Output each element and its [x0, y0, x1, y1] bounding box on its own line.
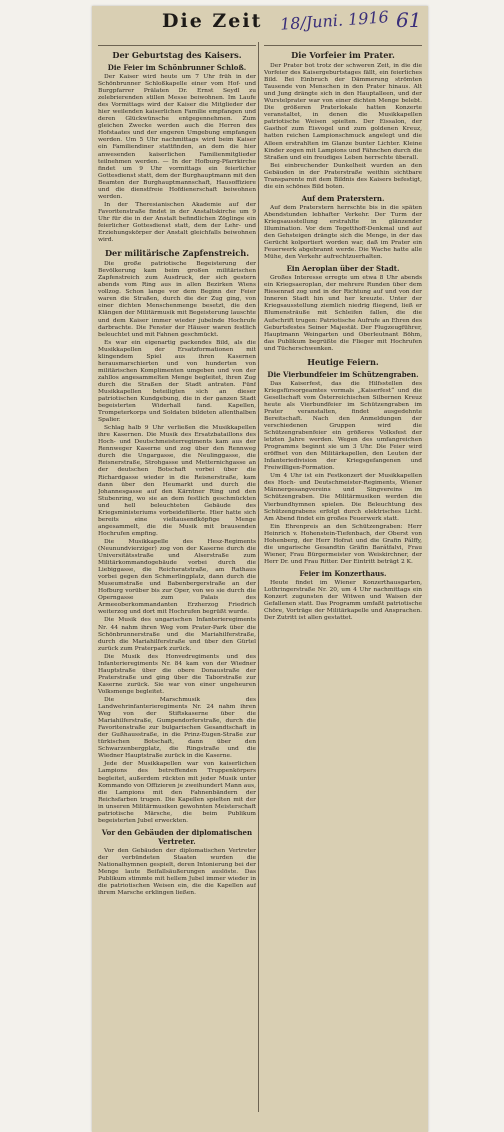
paragraph: Der Kaiser wird heute um 7 Uhr früh in der Schönbrunner Schloßkapelle einer vom Hof- und Burgpfarrer Prälaten Dr. Ernst Seydl zu zelebrierenden stillen Messe beiwohnen. Im Laufe des Vormittags wird der Kaiser die Mitglieder der hier weilenden kaiserlichen Familie empfangen und deren Glückwünsche entgegennehmen. Zum gleichen Zwecke werden auch die Herren des Hofstaates und der engeren Umgebung empfangen werden. Um 5 Uhr nachmittags wird beim Kaiser ein Familiendiner stattfinden, an dem die hier anwesenden kaiserlichen Familienmitglieder teilnehmen werden. — In der Hofburg-Pfarrkirche findet um 9 Uhr vormittags ein feierlicher Gottesdienst statt, dem der Burghauptmann mit den Beamten der Burghauptmannschaft, Hausoffiziere und die dienstfreie Hofdienerschaft beiwohnen werden.	[98, 74, 256, 200]
top-rule	[264, 45, 422, 46]
newspaper-name: Die Zeit	[162, 10, 263, 32]
column-divider	[258, 42, 259, 1112]
newspaper-clipping	[92, 6, 428, 1132]
right-column	[264, 42, 422, 1122]
paragraph: Die Musik des ungarischen Infanterieregiments Nr. 44 nahm ihren Weg vom Prater-Park über die Schönbrunnerstraße und die Mariahilferstraße, durch die Mariahilferstraße und über den Gürtel zurück zum Praterpark zurück.	[98, 617, 256, 652]
handwritten-number: 61	[396, 8, 422, 32]
paragraph: Der Prater bot trotz der schweren Zeit, in die die Vorfeier des Kaisergeburtstages fällt, ein feierliches Bild. Bei Einbruch der Dämmerung strömten Tausende von Menschen in den Prater hinaus. Alt und Jung drängte sich in den Hauptalleen, und der Wurstelprater war von einer dichten Menge belebt. Die größeren Praterlokale hatten Konzerte veranstaltet, in denen die Musikkapellen patriotische Weisen spielten. Der Eissalon, der Gasthof zum Eisvogel und zum goldenen Kreuz, hatten reichen Lampionschmuck angelegt und die Alleen erstrahlten im Glanze bunter Lichter. Kleine Kinder zogen mit Lampions und Fähnchen durch die Straßen und ein freudiges Leben herrschte überall.	[264, 63, 422, 161]
handwritten-date: 18/Juni. 1916	[279, 7, 390, 34]
paragraph: In der Theresianischen Akademie auf der Favoritenstraße findet in der Anstaltskirche um 9 Uhr für die in der Anstalt befindlichen Zöglinge ein feierlicher Gottesdienst statt, dem der Lehr- und Erziehungskörper der Anstalt gleichfalls beiwohnen wird.	[98, 201, 256, 244]
paragraph: Jede der Musikkapellen war von kaiserlichen Lampions des betreffenden Truppenkörpers begleitet, außerdem rückten mit jeder Musik unter Kommando von Offizieren je zweihundert Mann aus, die Lampions mit den Fahnenbändern der Reichsfarben trugen. Die Kapellen spielten mit der in unseren Militärmusiken gewohnten Meisterschaft patriotische Märsche, die beim Publikum begeisterten Jubel erweckten.	[98, 761, 256, 824]
paragraph: Ein Ehrenpreis an den Schützengraben: Herr Heinrich v. Hohenstein-Tiefenbach, der Oberst von Hohenberg, der Herr Hofrat und die Grafin Pálffy, die ungarische Gesandtin Gräfin Barátfalvi, Frau Wiener, Frau Bürgermeister von Weiskirchner, der Herr Dr. und Frau Ritter. Der Eintritt beträgt 2 K.	[264, 523, 422, 565]
paragraph: Die Musikkapelle des Hesz-Regiments (Neunundvierziger) zog von der Kaserne durch die Universitätsstraße und Alserstraße zum Militärkommandogebäude vorbei durch die Liebiggasse, die Reichsratstraße, am Rathaus vorbei gegen den Schmerlingplatz, dann durch die Museumstraße und Babenbergerstraße an der Hofburg vorüber bis zur Oper, von wo sie durch die Operngasse zum Palais des Armeeoberkommandanten Erzherzog Friedrich weiterzog und dort mit Hochrufen begrüßt wurde.	[98, 538, 256, 616]
subhead-vierbundfeier: Die Vierbundfeier im Schützengraben.	[267, 369, 419, 379]
paragraph: Die große patriotische Begeisterung der Bevölkerung kam beim großen militärischen Zapfenstreich zum Ausdruck, der sich gestern abends vom Ring aus in allen Bezirken Wiens vollzog. Schon lange vor dem Beginn der Feier waren die Straßen, durch die der Zug ging, von einer dichten Menschenmenge besetzt, die den Klängen der Militärmusik mit Begeisterung lauschte und dem Kaiser immer wieder jubelnde Hochrufe darbrachte. Die Fenster der Häuser waren festlich beleuchtet und mit Fahnen geschmückt.	[98, 261, 256, 338]
article-title-zapfenstreich: Der militärische Zapfenstreich.	[104, 248, 250, 259]
section-title-heutige-feiern: Heutige Feiern.	[307, 356, 379, 367]
subhead-aeroplan: Ein Aeroplan über der Stadt.	[286, 264, 400, 274]
masthead	[92, 6, 428, 40]
subhead-praterstern: Auf dem Praterstern.	[301, 193, 385, 203]
paragraph: Schlag halb 9 Uhr verließen die Musikkapellen ihre Kasernen. Die Musik des Ersatzbataillons des Hoch- und Deutschmeisterregiments kam aus der Rennweger Kaserne und zog über den Rennweg durch die Ungargasse, die Neulinggasse, die Reisnerstraße, Strohgasse und Metternichgasse an der deutschen Botschaft vorbei über die Richardgasse wieder in die Reisnerstraße, kam dann über den Heumarkt und durch die Johannesgasse auf den Kärntner Ring und den Stubenring, wo sie an dem festlich geschmückten und hell beleuchteten Gebäude des Kriegsministeriums vorbeidefilierte. Hier hatte sich bereits eine vieltausendköpfige Menge angesammelt, die die Musik mit brausenden Hochrufen empfing.	[98, 425, 256, 537]
paragraph: Es war ein eigenartig packendes Bild, als die Musikkapellen der Ersatzformationen mit klingendem Spiel aus ihren Kasernen herausmarschierten und von hunderten von militärischen Komplimenten umgeben und von der zahllos angesammelten Menge begleitet, ihren Zug durch die Straßen der Stadt antraten. Fünf Musikkapellen beteiligten sich an dieser patriotischen Kundgebung, die in der ganzen Stadt begeisterten Widerhall fand. Kapellen, Trompeterkorps und Soldaten bildeten allenthalben Spalier.	[98, 339, 256, 424]
article-title-kaiser-birthday: Der Geburtstag des Kaisers.	[112, 50, 242, 60]
article-subtitle-schoenbrunn: Die Feier im Schönbrunner Schloß.	[107, 63, 247, 72]
paragraph: Großes Interesse erregte um etwa 8 Uhr abends ein Kriegsaeroplan, der mehrere Runden über dem Riesenrad zog und in der Richtung auf und von der Inneren Stadt hin und her kreuzte. Unter der Kriegsausstellung ziemlich niedrig fliegend, ließ er Blumensträuße mit Schleifen fallen, die die Aufschrift trugen: Patriotische Aufrufe an Ehren des Geburtsfestes Seiner Majestät. Der Flugzeugführer, Hauptmann Weingarten und Oberleutnant Böhm, das Publikum begrüßte die Flieger mit Hochrufen und Tücherschwenken.	[264, 275, 422, 352]
section-title-prater: Die Vorfeier im Prater.	[291, 50, 395, 60]
paragraph: Auf dem Praterstern herrschte bis in die späten Abendstunden lebhafter Verkehr. Der Turm der Kriegsausstellung erstrahlte in glänzender Illumination. Vor dem Tegetthoff-Denkmal und auf den Gehsteigen drängte sich die Menge, in der das Gerücht kolportiert worden war, daß im Prater ein Feuerwerk abgebrannt werde. Die Wache hatte alle Mühe, den Verkehr aufrechtzuerhalten.	[264, 204, 422, 261]
subhead-konzerthaus: Feier im Konzerthaus.	[299, 568, 387, 578]
paragraph: Die Musik des Honvedregiments und des Infanterieregiments Nr. 84 kam von der Wiedner Hauptstraße über die obere Donaustraße der Praterstraße und ging über die Taborstraße zur Kaserne zurück. Sie war von einer ungeheuren Volksmenge begleitet.	[98, 653, 256, 695]
paragraph: Vor den Gebäuden der diplomatischen Vertreter der verbündeten Staaten wurden die Nationalhymnen gespielt, deren Intonierung bei der Menge laute Beifallsäußerungen auslöste. Das Publikum stimmte mit hellem Jubel immer wieder in die patriotischen Weisen ein, die die Kapellen auf ihrem Marsche erklingen ließen.	[98, 847, 256, 897]
paragraph: Bei einbrechender Dunkelheit wurden an den Gebäuden in der Praterstraße weithin sichtbare Transparente mit dem Bildnis des Kaisers befestigt, die ein schönes Bild boten.	[264, 162, 422, 190]
left-column	[98, 42, 256, 1122]
subhead-diplomats: Vor den Gebäuden der diplomatischen Vertreter.	[101, 827, 253, 846]
paragraph: Das Kaiserfest, das die Hilfsstellen des Kriegsfürsorgeamtes vormals „Kaiserfest“ und die Gesellschaft vom Österreichischen Silbernen Kreuz heute als Vierbundfeier im Schützengraben im Prater veranstalten, findet ausgedehnte Bereitschaft. Nach den Anmeldungen der verschiedenen Gruppen wird die Schützengrabenfeier ein größeres Volksfest der letzten Jahre werden. Wegen des umfangreichen Programms beginnt sie um 3 Uhr. Die Feier wird eröffnet von den Militärkapellen, den Leuten der Infanteriedivision der Kriegsgefangenen und Freiwilligen-Formation.	[264, 380, 422, 472]
paragraph: Heute findet im Wiener Konzerthausgarten, Lothringerstraße Nr. 20, um 4 Uhr nachmittags ein Konzert zugunsten der Witwen und Waisen der Gefallenen statt. Das Programm umfaßt patriotische Chöre, Vorträge der Militärkapelle und Ansprachen. Der Zutritt ist allen gestattet.	[264, 579, 422, 622]
paragraph: Die Marschmusik des Landwehrinfanterieregiments Nr. 24 nahm ihren Weg von der Stiftskaserne über die Mariahilferstraße, Gumpendorferstraße, durch die Favoritenstraße zur bulgarischen Gesandtschaft in der Gußhausstraße, in die Prinz-Eugen-Straße zur türkischen Botschaft, dann über den Schwarzenbergplatz, die Ringstraße und die Wiedner Hauptstraße zurück in die Kaserne.	[98, 696, 256, 760]
paragraph: Um 4 Uhr ist ein Festkonzert der Musikkapellen des Hoch- und Deutschmeister-Regiments, Wiener Männergesangvereins und Singvereins im Schützengraben. Die Militärmusiken werden die Vierbundhymnen spielen. Die Beleuchtung des Schützengrabens erfolgt durch elektrisches Licht. Am Abend findet ein großes Feuerwerk statt.	[264, 473, 422, 522]
top-rule	[98, 45, 256, 46]
